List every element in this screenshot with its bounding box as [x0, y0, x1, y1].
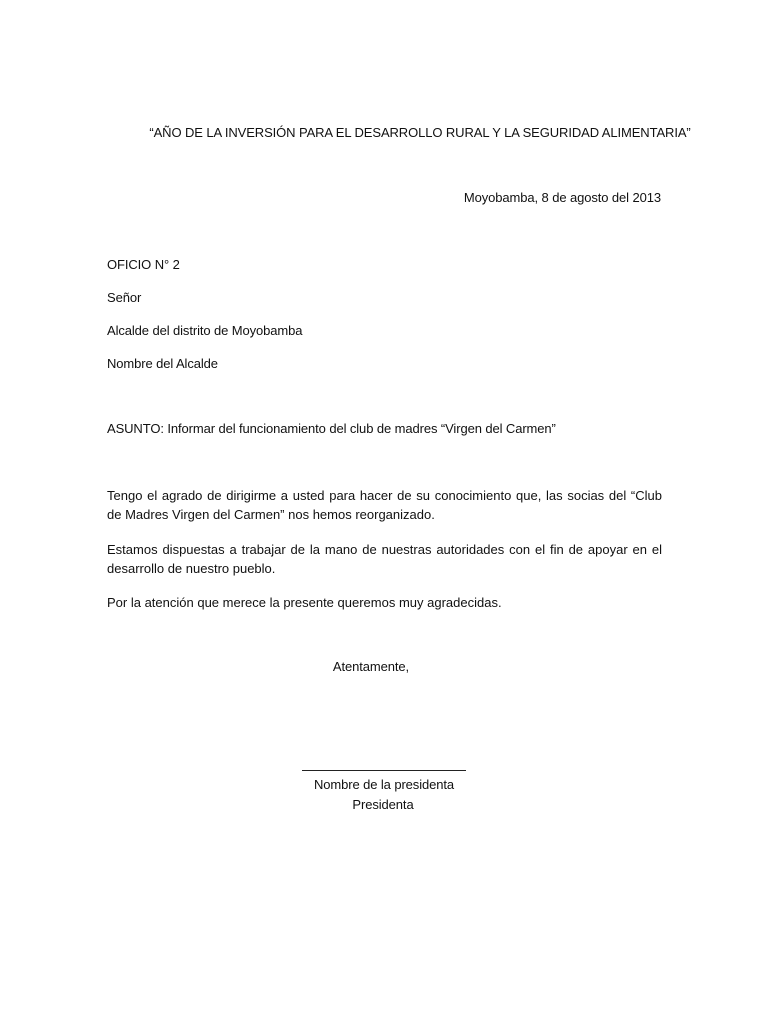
place-date: Moyobamba, 8 de agosto del 2013: [463, 190, 661, 205]
body-paragraph: Estamos dispuestas a trabajar de la mano de nuestras autoridades con el fin de apoyar en el desarrollo de nuestro pueblo.: [107, 542, 662, 576]
body-paragraph: Por la atención que merece la presente queremos muy agradecidas.: [107, 595, 502, 610]
recipient-title: Alcalde del distrito de Moyobamba: [107, 323, 303, 338]
closing: Atentamente,: [332, 659, 410, 674]
signature-name: Nombre de la presidenta: [313, 777, 455, 792]
salutation: Señor: [107, 290, 142, 305]
body-paragraph: Tengo el agrado de dirigirme a usted para hacer de su conocimiento que, las socias del “Club de Madres Virgen del Carmen” nos hemos reorganizado.: [107, 488, 662, 522]
reference-number: OFICIO N° 2: [107, 257, 180, 272]
recipient-name: Nombre del Alcalde: [107, 356, 218, 371]
letter-motto: “AÑO DE LA INVERSIÓN PARA EL DESARROLLO RURAL Y LA SEGURIDAD ALIMENTARIA”: [149, 125, 691, 140]
signature-line: [302, 770, 466, 771]
signature-role: Presidenta: [352, 797, 414, 812]
subject-line: ASUNTO: Informar del funcionamiento del club de madres “Virgen del Carmen”: [107, 421, 556, 436]
